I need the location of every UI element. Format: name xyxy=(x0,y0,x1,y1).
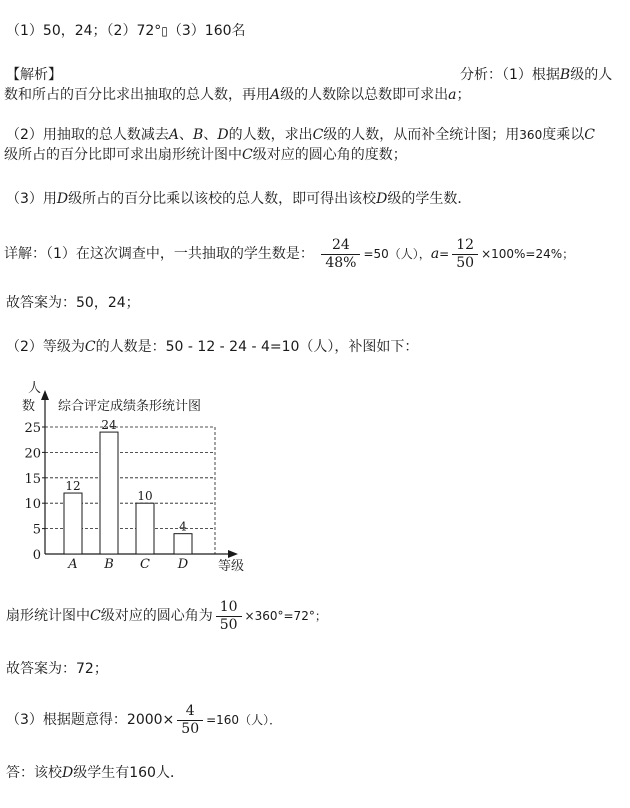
frac-den-3: 50 xyxy=(216,616,242,634)
var-B: B xyxy=(193,127,204,143)
d3-a: 扇形统计图中 xyxy=(6,608,90,624)
d1-d: ×100%=24%； xyxy=(481,247,575,261)
d1-b: =50（人）， xyxy=(363,247,431,261)
bar-value-label: 10 xyxy=(137,489,153,504)
y-tick-label: 10 xyxy=(24,497,41,513)
var-D-final: D xyxy=(62,765,74,781)
fraction-10-over-50 xyxy=(216,599,242,634)
x-tick-label: B xyxy=(104,557,114,572)
var-C-3: C xyxy=(242,147,253,163)
bar xyxy=(64,493,82,554)
missing-glyph-box: ▯ xyxy=(161,24,168,38)
analysis-lead xyxy=(460,66,612,84)
frac-den-4: 50 xyxy=(177,720,203,738)
y-axis-label-bottom: 数 xyxy=(22,399,36,414)
sep-2: 、 xyxy=(203,127,218,143)
ans2-text: 故答案为：72； xyxy=(6,661,108,677)
analysis-l2-c: ； xyxy=(456,87,471,103)
bar-value-label: 24 xyxy=(101,418,117,433)
d4-a: （3）根据题意得：2000× xyxy=(6,712,175,728)
analysis-heading-text: 【解析】 xyxy=(6,67,62,83)
d2-b: 的人数是：50 - 12 - 24 - 4=10（人），补图如下： xyxy=(95,339,419,355)
answer-summary xyxy=(6,22,246,40)
d2-a: （2）等级为 xyxy=(6,339,85,355)
p2-d: 度乘以 xyxy=(542,127,585,143)
y-tick-label: 15 xyxy=(24,471,41,487)
d1-a: 详解：（1）在这次调查中，一共抽取的学生数是： xyxy=(4,246,314,262)
p2-f: 级对应的圆心角的度数； xyxy=(252,147,407,163)
x-axis-label: 等级 xyxy=(218,559,245,574)
y-tick-label: 20 xyxy=(24,446,41,462)
p2-e: 级所占的百分比即可求出扇形统计图中 xyxy=(4,147,242,163)
var-C-d3: C xyxy=(90,608,101,624)
var-C-2: C xyxy=(584,127,595,143)
y-axis-label-top: 人 xyxy=(28,381,42,396)
answer-1 xyxy=(6,294,140,312)
analysis-line-2 xyxy=(4,86,470,104)
analysis-lead-text: 分析：（1）根据 xyxy=(460,67,560,83)
analysis-l2-b: 级的人数除以总数即可求出 xyxy=(280,87,449,103)
x-tick-label: C xyxy=(140,557,150,572)
var-A: A xyxy=(168,127,180,143)
p3-c: 级的学生数． xyxy=(387,191,472,207)
detail-part3 xyxy=(6,596,327,636)
analysis-part2-line2 xyxy=(4,146,407,164)
bar-value-label: 12 xyxy=(65,479,81,494)
analysis-part2-line1 xyxy=(6,126,595,144)
p2-b: 的人数，求出 xyxy=(228,127,313,143)
y-tick-label: 5 xyxy=(32,522,41,538)
answer-part-2: （3）160名 xyxy=(167,23,246,39)
frac-num-3: 10 xyxy=(219,598,238,615)
var-D-p3-2: D xyxy=(376,191,388,207)
d4-b: =160（人）． xyxy=(206,713,282,727)
sep-1: 、 xyxy=(179,127,194,143)
y-tick-label: 0 xyxy=(32,548,41,563)
x-axis-arrow xyxy=(228,550,238,558)
frac-num-2: 12 xyxy=(456,236,475,253)
x-tick-label: D xyxy=(177,557,189,572)
p2-360: 360 xyxy=(519,128,543,142)
bar xyxy=(174,534,192,554)
analysis-part3 xyxy=(6,190,471,208)
frac-den: 48% xyxy=(321,254,360,272)
var-a-small: a xyxy=(448,87,457,103)
p2-c: 级的人数，从而补全统计图；用 xyxy=(323,127,520,143)
y-axis-arrow xyxy=(41,390,49,400)
fraction-24-over-48 xyxy=(321,237,360,272)
d1-c: = xyxy=(439,247,450,261)
var-b: B xyxy=(559,67,571,83)
var-a: A xyxy=(270,87,281,103)
p3-a: （3）用 xyxy=(6,191,57,207)
detail-part4 xyxy=(6,700,281,740)
bar-value-label: 4 xyxy=(179,519,187,534)
answer-part-1: （1）50，24；（2）72° xyxy=(6,23,162,39)
final-answer xyxy=(6,764,184,782)
frac-num-4: 4 xyxy=(185,702,195,719)
bar-chart xyxy=(0,376,260,576)
final-a: 答：该校 xyxy=(6,765,62,781)
analysis-l2-a: 数和所占的百分比求出抽取的总人数，再用 xyxy=(4,87,270,103)
var-C: C xyxy=(312,127,324,143)
detail-part2 xyxy=(6,338,418,356)
detail-part1 xyxy=(4,234,574,274)
ans1-text: 故答案为：50，24； xyxy=(6,295,140,311)
chart-title: 综合评定成绩条形统计图 xyxy=(58,399,202,414)
bar xyxy=(100,432,118,554)
fraction-4-over-50 xyxy=(177,703,203,738)
var-C-detail: C xyxy=(84,339,96,355)
p2-a: （2）用抽取的总人数减去 xyxy=(6,127,169,143)
p3-b: 级所占的百分比乘以该校的总人数，即可得出该校 xyxy=(68,191,377,207)
d3-b: 级对应的圆心角为 xyxy=(100,608,213,624)
d3-c: ×360°=72°； xyxy=(244,609,327,623)
fraction-12-over-50 xyxy=(452,237,478,272)
var-D: D xyxy=(217,127,229,143)
analysis-lead-tail: 级的人 xyxy=(570,67,613,83)
frac-num: 24 xyxy=(332,236,350,253)
frac-den-2: 50 xyxy=(452,254,478,272)
analysis-heading xyxy=(6,66,62,84)
y-tick-label: 25 xyxy=(24,421,41,436)
var-a-detail: a xyxy=(430,246,440,262)
var-D-p3: D xyxy=(56,191,69,207)
x-tick-label: A xyxy=(68,557,78,572)
answer-2 xyxy=(6,660,108,678)
final-b: 级学生有160人． xyxy=(73,765,184,781)
bar xyxy=(136,503,154,554)
